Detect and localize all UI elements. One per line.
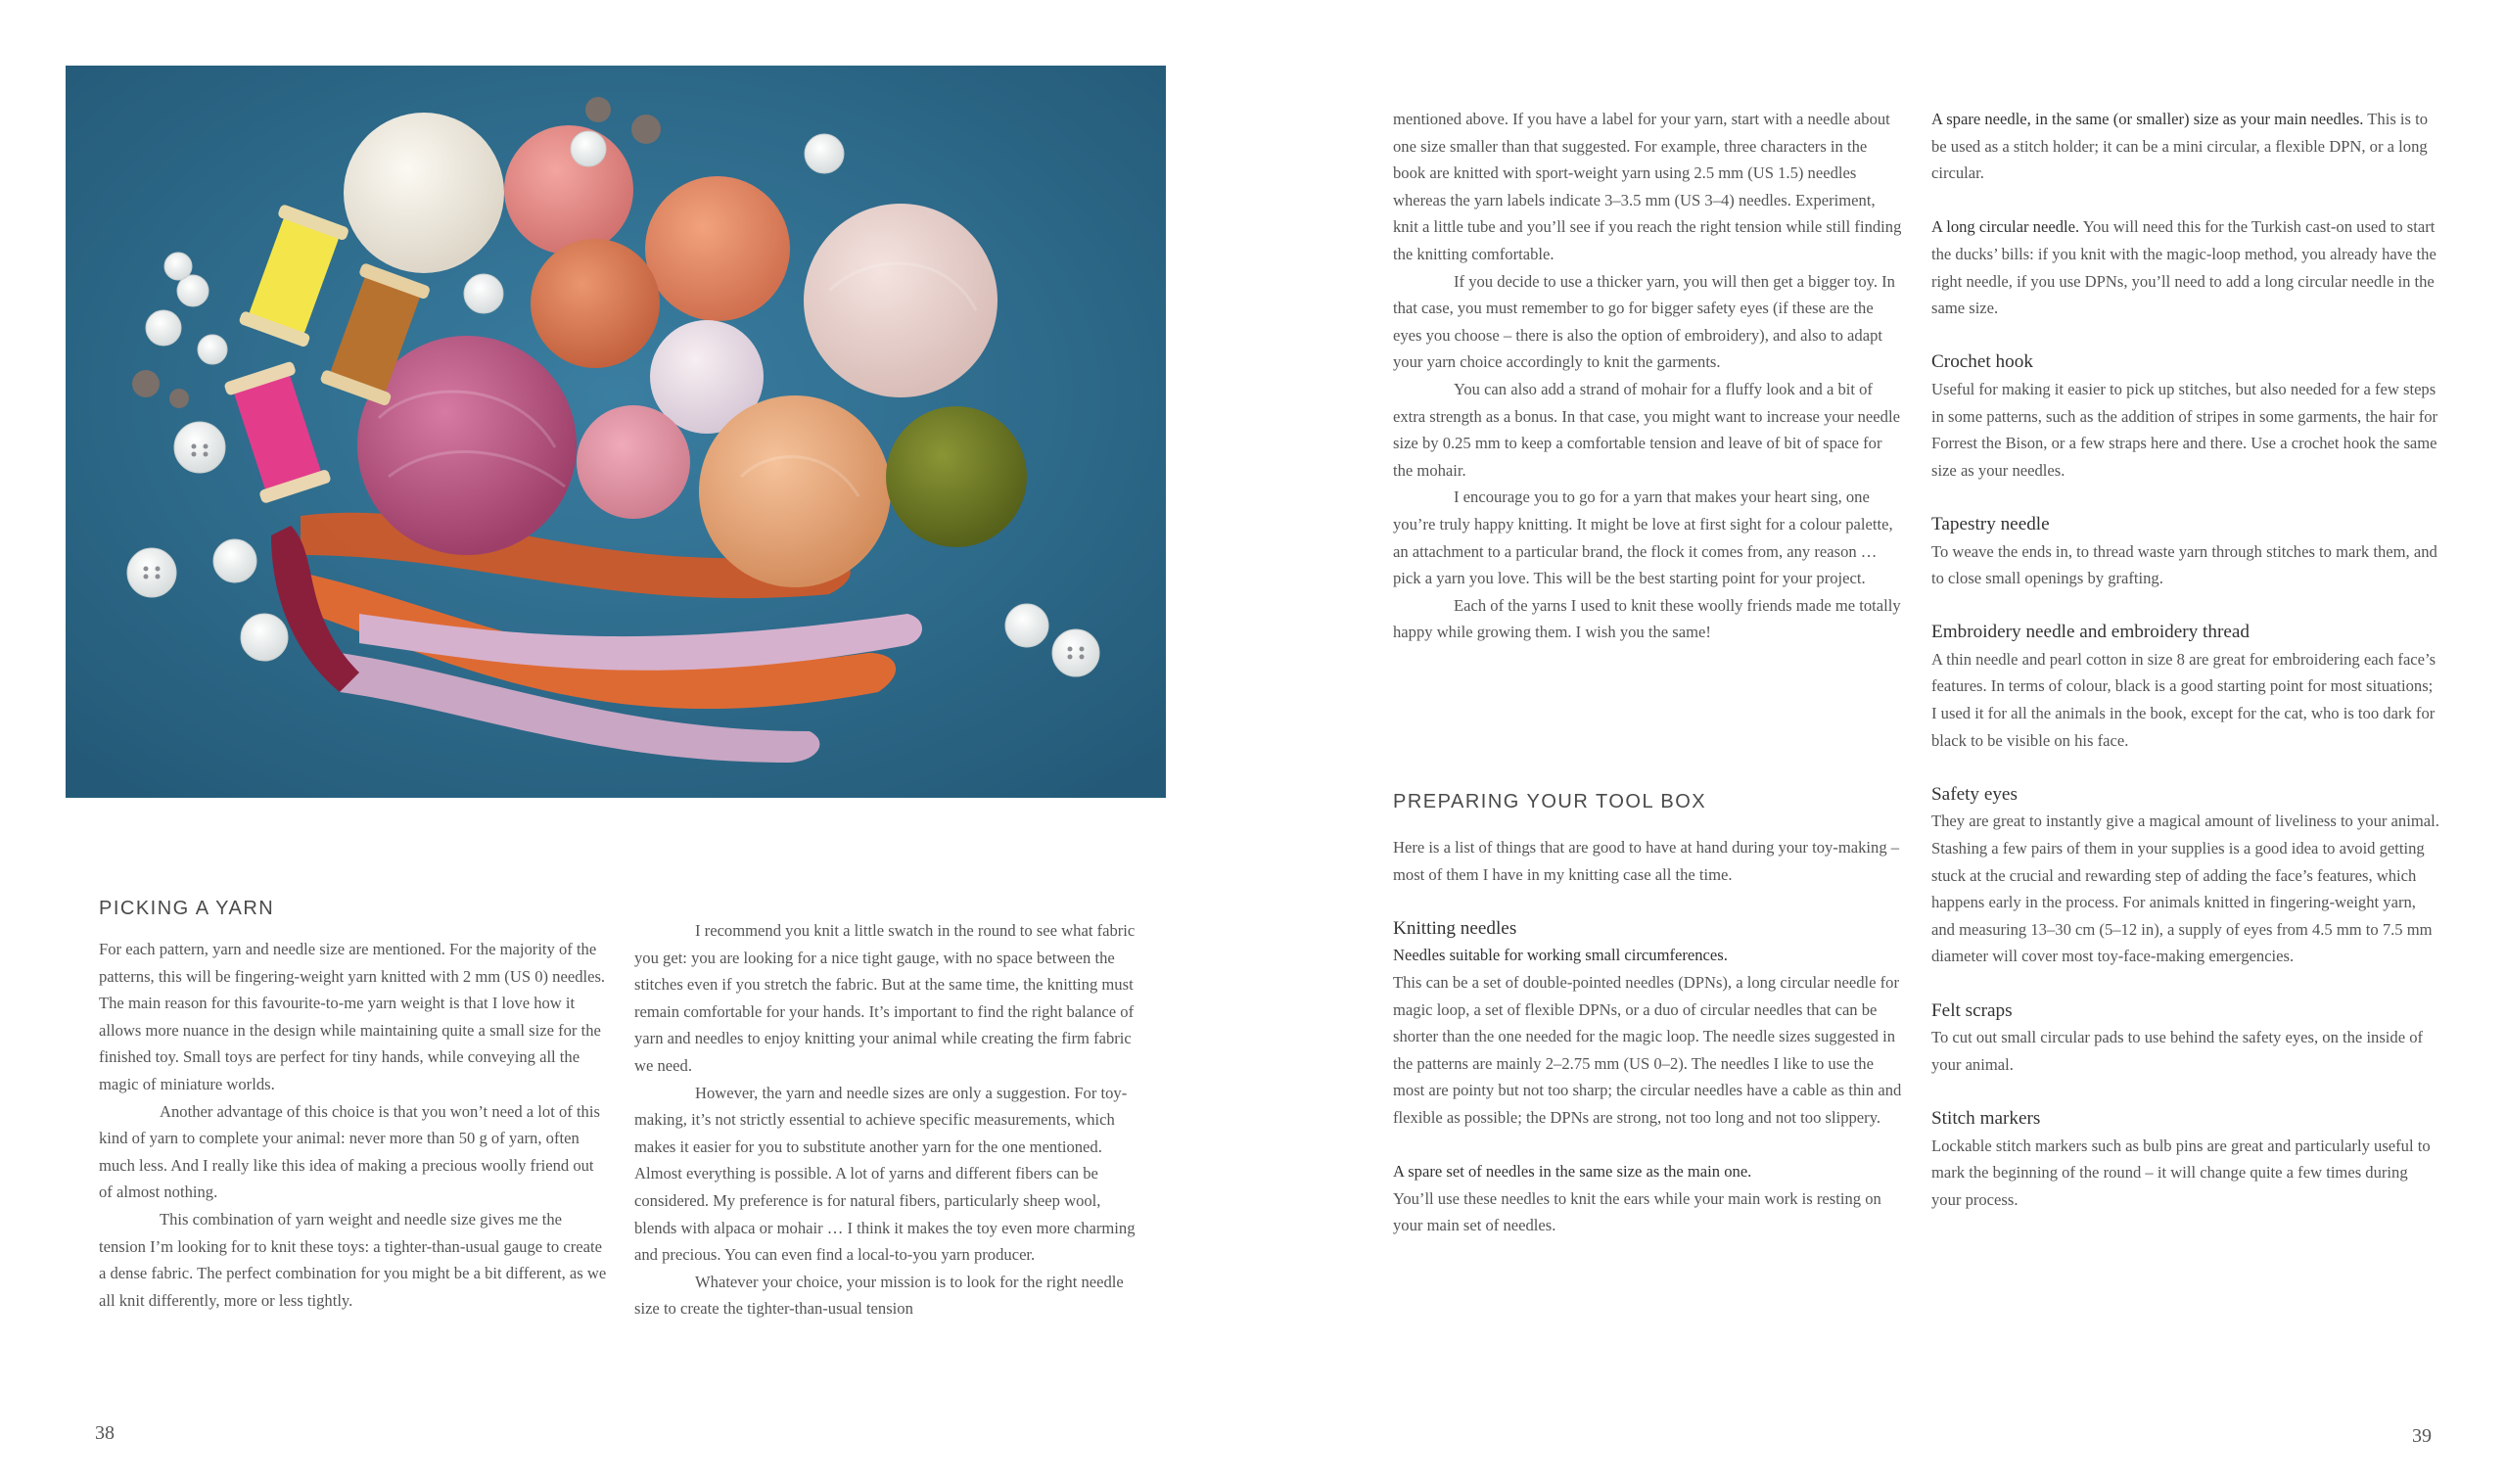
paragraph: mentioned above. If you have a label for your yarn, start with a needle about one size smaller than that suggested. For example, three characters in the book are knitted with sport-weight yarn using 2.5 mm (US 1.5) needles whereas the yarn labels indicate 3–3.5 mm (US 3–4) needles. Experiment, knit a little tube and you’ll see if you reach the right tension while still finding the knitting comfortable. bbox=[1393, 110, 1902, 263]
left-column-2 bbox=[634, 917, 1143, 1322]
paragraph: You can also add a strand of mohair for a fluffy look and a bit of extra strength as a bonus. In that case, you might want to increase your needle size by 0.25 mm to keep a comfortable tension and leave of bit of space for the mohair. bbox=[1393, 379, 1900, 480]
spare-needle-text: This is to be used as a stitch holder; it can be a mini circular, a flexible DPN, or a long circular. bbox=[1931, 110, 2429, 183]
paragraph: However, the yarn and needle sizes are only a suggestion. For toy-making, it’s not strictly essential to achieve specific measurements, which makes it easier for you to substitute another yarn for the one mentioned. Almost everything is possible. A lot of yarns and different fibers can be considered. My preference is for natural fibers, particularly sheep wool, blends with alpaca or mohair … I think it makes the toy even more charming and precious. You can even find a local-to-you yarn producer. bbox=[634, 1083, 1136, 1265]
stitch-markers-text: Lockable stitch markers such as bulb pins are great and particularly useful to mark the beginning of the round – it will change quite a few times during your process. bbox=[1931, 1136, 2431, 1209]
page-number-left: 38 bbox=[95, 1422, 115, 1444]
long-circular-text: You will need this for the Turkish cast-on used to start the ducks’ bills: if you knit with the magic-loop method, you already have the right needle, if you use DPNs, you’ll need to add a long circular needle in the same size. bbox=[1931, 217, 2436, 318]
picking-a-yarn-heading: PICKING A YARN bbox=[99, 898, 275, 919]
embroidery-text: A thin needle and pearl cotton in size 8 are great for embroidering each face’s features. In terms of colour, black is a good starting point for most situations; I used it for all the animals in the book, except for the cat, who is too dark for black to be visible on his face. bbox=[1931, 649, 2436, 750]
crochet-hook-title: Crochet hook bbox=[1931, 351, 2033, 373]
stitch-markers-title: Stitch markers bbox=[1931, 1107, 2041, 1129]
paragraph: If you decide to use a thicker yarn, you will then get a bigger toy. In that case, you must remember to go for bigger safety eyes (if these are the eyes you choose – there is also the option of embroidery), and also to adapt your yarn choice accordingly to knit the garments. bbox=[1393, 271, 1895, 372]
right-column-2 bbox=[1931, 106, 2440, 1213]
knitting-needles-title: Knitting needles bbox=[1393, 917, 1517, 939]
right-column-1-toolbox bbox=[1393, 834, 1902, 1239]
tool-box-heading: PREPARING YOUR TOOL BOX bbox=[1393, 791, 1707, 812]
page-number-right: 39 bbox=[2412, 1425, 2432, 1447]
felt-scraps-title: Felt scraps bbox=[1931, 999, 2013, 1021]
left-column-1 bbox=[99, 936, 608, 1314]
paragraph: Each of the yarns I used to knit these woolly friends made me totally happy while growing them. I wish you the same! bbox=[1393, 595, 1901, 642]
paragraph: Whatever your choice, your mission is to look for the right needle size to create the tighter-than-usual tension bbox=[634, 1272, 1124, 1319]
toolbox-intro: Here is a list of things that are good to have at hand during your toy-making – most of them I have in my knitting case all the time. bbox=[1393, 838, 1900, 884]
tapestry-needle-text: To weave the ends in, to thread waste yarn through stitches to mark them, and to close small openings by grafting. bbox=[1931, 541, 2437, 588]
spare-set-text: You’ll use these needles to knit the ears while your main work is resting on your main set of needles. bbox=[1393, 1188, 1881, 1235]
safety-eyes-text: They are great to instantly give a magical amount of liveliness to your animal. Stashing a few pairs of them in your supplies is a good idea to avoid getting stuck at the crucial and rewarding step of adding the face’s features, which happens early in the process. For animals knitted in fingering-weight yarn, and measuring 13–30 cm (5–12 in), a supply of eyes from 4.5 mm to 7.5 mm diameter will cover most toy-face-making emergencies. bbox=[1931, 812, 2439, 966]
felt-scraps-text: To cut out small circular pads to use behind the safety eyes, on the inside of your animal. bbox=[1931, 1028, 2424, 1074]
paragraph: This combination of yarn weight and needle size gives me the tension I’m looking for to knit these toys: a tighter-than-usual gauge to create a dense fabric. The perfect combination for you might be a bit different, as we all knit differently, more or less tightly. bbox=[99, 1209, 607, 1310]
safety-eyes-title: Safety eyes bbox=[1931, 783, 2018, 805]
paragraph: Another advantage of this choice is that you won’t need a lot of this kind of yarn to complete your animal: never more than 50 g of yarn, often much less. And I really like this idea of making a precious woolly friend out of almost nothing. bbox=[99, 1101, 600, 1202]
spare-needle-lead: A spare needle, in the same (or smaller) size as your main needles. bbox=[1931, 110, 2364, 128]
yarn-photo bbox=[66, 66, 1166, 798]
crochet-hook-text: Useful for making it easier to pick up stitches, but also needed for a few steps in some patterns, such as the addition of stripes in some garments, the hair for Forrest the Bison, or a few straps here and there. Use a crochet hook the same size as your needles. bbox=[1931, 379, 2438, 480]
right-column-1 bbox=[1393, 106, 1902, 646]
paragraph: I encourage you to go for a yarn that makes your heart sing, one you’re truly happy knitting. It might be love at first sight for a colour palette, an attachment to a particular brand, the flock it comes from, any reason … pick a yarn you love. This will be the best starting point for your project. bbox=[1393, 487, 1893, 588]
embroidery-title: Embroidery needle and embroidery thread bbox=[1931, 622, 2250, 643]
paragraph: For each pattern, yarn and needle size are mentioned. For the majority of the patterns, this will be fingering-weight yarn knitted with 2 mm (US 0) needles. The main reason for this favourite-to-me yarn weight is that I love how it allows more nuance in the design while maintaining quite a small size for the finished toy. Small toys are perfect for tiny hands, while conveying all the magic of miniature worlds. bbox=[99, 940, 606, 1093]
paragraph: I recommend you knit a little swatch in the round to see what fabric you get: you are looking for a nice tight gauge, with no space between the stitches even if you stretch the fabric. But at the same time, the knitting must remain comfortable for your hands. It’s important to find the right balance of yarn and needles to enjoy knitting your animal while creating the firm fabric we need. bbox=[634, 921, 1136, 1075]
tapestry-needle-title: Tapestry needle bbox=[1931, 513, 2050, 534]
knitting-needles-text: This can be a set of double-pointed needles (DPNs), a long circular needle for magic loop, a set of flexible DPNs, or a duo of circular needles that can be shorter than the one needed for the magic loop. The needle sizes suggested in the patterns are mainly 2–2.75 mm (US 0–2). The needles I like to use the most are pointy but not too sharp; the circular needles have a cable as thin and flexible as possible; the DPNs are strong, not too long and not too slippery. bbox=[1393, 972, 1902, 1127]
long-circular-lead: A long circular needle. bbox=[1931, 217, 2080, 237]
spare-set-lead: A spare set of needles in the same size as the main one. bbox=[1393, 1162, 1752, 1182]
knitting-needles-lead: Needles suitable for working small circumferences. bbox=[1393, 946, 1728, 965]
